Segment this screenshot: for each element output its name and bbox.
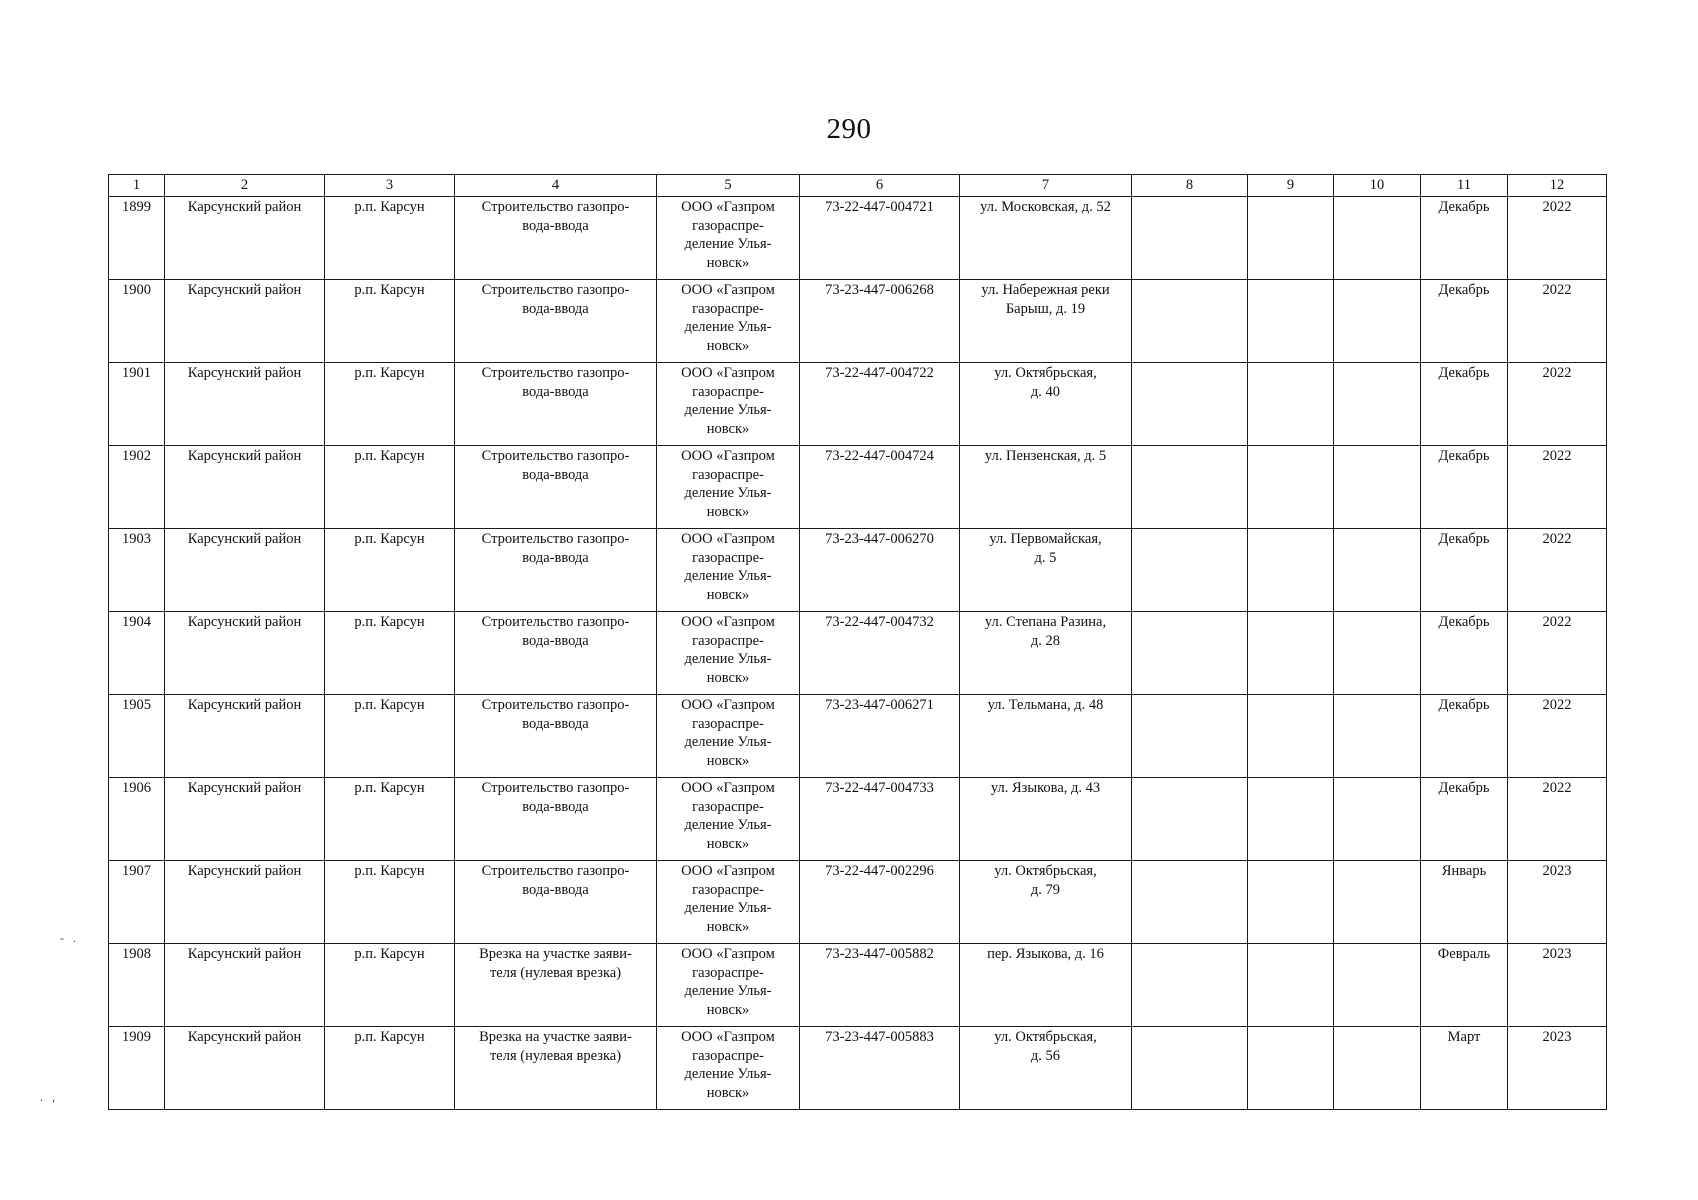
address-cell: ул. Пензенская, д. 5 xyxy=(960,446,1132,529)
work-type-cell: Строительство газопро- вода-ввода xyxy=(455,778,657,861)
column-8-cell xyxy=(1132,695,1248,778)
column-10-cell xyxy=(1334,363,1421,446)
address-cell: ул. Октябрьская, д. 56 xyxy=(960,1027,1132,1110)
settlement-cell: р.п. Карсун xyxy=(325,778,455,861)
table-row xyxy=(109,197,1607,280)
district-cell: Карсунский район xyxy=(165,861,325,944)
year-cell: 2022 xyxy=(1508,280,1607,363)
table-row xyxy=(109,778,1607,861)
district-cell: Карсунский район xyxy=(165,1027,325,1110)
organization-cell: ООО «Газпром газораспре- деление Улья- новск» xyxy=(657,1027,800,1110)
work-type-cell: Врезка на участке заяви- теля (нулевая врезка) xyxy=(455,944,657,1027)
column-9-cell xyxy=(1248,363,1334,446)
settlement-cell: р.п. Карсун xyxy=(325,861,455,944)
table-row xyxy=(109,1027,1607,1110)
address-cell: ул. Октябрьская, д. 40 xyxy=(960,363,1132,446)
year-cell: 2022 xyxy=(1508,446,1607,529)
address-cell: ул. Московская, д. 52 xyxy=(960,197,1132,280)
month-cell: Декабрь xyxy=(1421,695,1508,778)
district-cell: Карсунский район xyxy=(165,695,325,778)
column-number: 2 xyxy=(165,175,325,197)
column-8-cell xyxy=(1132,446,1248,529)
address-cell: ул. Тельмана, д. 48 xyxy=(960,695,1132,778)
organization-cell: ООО «Газпром газораспре- деление Улья- новск» xyxy=(657,612,800,695)
year-cell: 2023 xyxy=(1508,1027,1607,1110)
table-row xyxy=(109,280,1607,363)
table-row xyxy=(109,944,1607,1027)
column-9-cell xyxy=(1248,1027,1334,1110)
district-cell: Карсунский район xyxy=(165,197,325,280)
month-cell: Декабрь xyxy=(1421,612,1508,695)
work-type-cell: Строительство газопро- вода-ввода xyxy=(455,695,657,778)
settlement-cell: р.п. Карсун xyxy=(325,197,455,280)
row-number-cell: 1903 xyxy=(109,529,165,612)
year-cell: 2022 xyxy=(1508,695,1607,778)
month-cell: Декабрь xyxy=(1421,529,1508,612)
work-type-cell: Строительство газопро- вода-ввода xyxy=(455,363,657,446)
year-cell: 2022 xyxy=(1508,363,1607,446)
settlement-cell: р.п. Карсун xyxy=(325,446,455,529)
scan-mark: . , xyxy=(40,1090,55,1104)
column-9-cell xyxy=(1248,197,1334,280)
row-number-cell: 1906 xyxy=(109,778,165,861)
column-9-cell xyxy=(1248,446,1334,529)
column-number: 9 xyxy=(1248,175,1334,197)
work-type-cell: Строительство газопро- вода-ввода xyxy=(455,861,657,944)
table-body xyxy=(109,197,1607,1110)
cadastral-number-cell: 73-23-447-005882 xyxy=(800,944,960,1027)
column-9-cell xyxy=(1248,778,1334,861)
organization-cell: ООО «Газпром газораспре- деление Улья- новск» xyxy=(657,446,800,529)
cadastral-number-cell: 73-22-447-004732 xyxy=(800,612,960,695)
organization-cell: ООО «Газпром газораспре- деление Улья- новск» xyxy=(657,363,800,446)
column-8-cell xyxy=(1132,1027,1248,1110)
district-cell: Карсунский район xyxy=(165,280,325,363)
column-10-cell xyxy=(1334,1027,1421,1110)
table-row xyxy=(109,529,1607,612)
cadastral-number-cell: 73-22-447-004722 xyxy=(800,363,960,446)
column-10-cell xyxy=(1334,861,1421,944)
column-9-cell xyxy=(1248,529,1334,612)
settlement-cell: р.п. Карсун xyxy=(325,1027,455,1110)
row-number-cell: 1901 xyxy=(109,363,165,446)
district-cell: Карсунский район xyxy=(165,944,325,1027)
year-cell: 2023 xyxy=(1508,861,1607,944)
row-number-cell: 1908 xyxy=(109,944,165,1027)
organization-cell: ООО «Газпром газораспре- деление Улья- новск» xyxy=(657,861,800,944)
column-number: 6 xyxy=(800,175,960,197)
column-number: 1 xyxy=(109,175,165,197)
column-9-cell xyxy=(1248,861,1334,944)
cadastral-number-cell: 73-23-447-006270 xyxy=(800,529,960,612)
month-cell: Декабрь xyxy=(1421,446,1508,529)
column-number-row xyxy=(109,175,1607,197)
month-cell: Январь xyxy=(1421,861,1508,944)
month-cell: Декабрь xyxy=(1421,363,1508,446)
table-row xyxy=(109,861,1607,944)
address-cell: ул. Первомайская, д. 5 xyxy=(960,529,1132,612)
settlement-cell: р.п. Карсун xyxy=(325,612,455,695)
work-type-cell: Строительство газопро- вода-ввода xyxy=(455,612,657,695)
district-cell: Карсунский район xyxy=(165,778,325,861)
column-9-cell xyxy=(1248,695,1334,778)
address-cell: ул. Языкова, д. 43 xyxy=(960,778,1132,861)
column-8-cell xyxy=(1132,280,1248,363)
column-8-cell xyxy=(1132,944,1248,1027)
cadastral-number-cell: 73-22-447-004733 xyxy=(800,778,960,861)
organization-cell: ООО «Газпром газораспре- деление Улья- новск» xyxy=(657,280,800,363)
column-10-cell xyxy=(1334,280,1421,363)
column-number: 4 xyxy=(455,175,657,197)
table-row xyxy=(109,363,1607,446)
settlement-cell: р.п. Карсун xyxy=(325,695,455,778)
cadastral-number-cell: 73-22-447-002296 xyxy=(800,861,960,944)
column-9-cell xyxy=(1248,280,1334,363)
column-8-cell xyxy=(1132,861,1248,944)
work-type-cell: Строительство газопро- вода-ввода xyxy=(455,446,657,529)
column-number: 8 xyxy=(1132,175,1248,197)
column-number: 7 xyxy=(960,175,1132,197)
row-number-cell: 1899 xyxy=(109,197,165,280)
organization-cell: ООО «Газпром газораспре- деление Улья- новск» xyxy=(657,944,800,1027)
work-type-cell: Строительство газопро- вода-ввода xyxy=(455,197,657,280)
month-cell: Декабрь xyxy=(1421,197,1508,280)
row-number-cell: 1907 xyxy=(109,861,165,944)
settlement-cell: р.п. Карсун xyxy=(325,280,455,363)
column-10-cell xyxy=(1334,695,1421,778)
work-type-cell: Строительство газопро- вода-ввода xyxy=(455,529,657,612)
address-cell: ул. Набережная реки Барыш, д. 19 xyxy=(960,280,1132,363)
district-cell: Карсунский район xyxy=(165,529,325,612)
registry-table xyxy=(108,174,1607,1110)
year-cell: 2022 xyxy=(1508,612,1607,695)
year-cell: 2022 xyxy=(1508,529,1607,612)
cadastral-number-cell: 73-23-447-006268 xyxy=(800,280,960,363)
organization-cell: ООО «Газпром газораспре- деление Улья- новск» xyxy=(657,778,800,861)
organization-cell: ООО «Газпром газораспре- деление Улья- новск» xyxy=(657,197,800,280)
column-10-cell xyxy=(1334,197,1421,280)
column-10-cell xyxy=(1334,529,1421,612)
scan-mark: - . xyxy=(60,931,76,945)
column-9-cell xyxy=(1248,944,1334,1027)
row-number-cell: 1904 xyxy=(109,612,165,695)
month-cell: Февраль xyxy=(1421,944,1508,1027)
column-10-cell xyxy=(1334,778,1421,861)
cadastral-number-cell: 73-23-447-006271 xyxy=(800,695,960,778)
address-cell: ул. Степана Разина, д. 28 xyxy=(960,612,1132,695)
district-cell: Карсунский район xyxy=(165,612,325,695)
column-number: 12 xyxy=(1508,175,1607,197)
cadastral-number-cell: 73-23-447-005883 xyxy=(800,1027,960,1110)
table-row xyxy=(109,695,1607,778)
row-number-cell: 1900 xyxy=(109,280,165,363)
table-row xyxy=(109,612,1607,695)
column-10-cell xyxy=(1334,612,1421,695)
cadastral-number-cell: 73-22-447-004721 xyxy=(800,197,960,280)
cadastral-number-cell: 73-22-447-004724 xyxy=(800,446,960,529)
month-cell: Декабрь xyxy=(1421,778,1508,861)
organization-cell: ООО «Газпром газораспре- деление Улья- новск» xyxy=(657,695,800,778)
column-9-cell xyxy=(1248,612,1334,695)
work-type-cell: Строительство газопро- вода-ввода xyxy=(455,280,657,363)
month-cell: Декабрь xyxy=(1421,280,1508,363)
column-number: 11 xyxy=(1421,175,1508,197)
row-number-cell: 1905 xyxy=(109,695,165,778)
row-number-cell: 1909 xyxy=(109,1027,165,1110)
column-8-cell xyxy=(1132,197,1248,280)
year-cell: 2023 xyxy=(1508,944,1607,1027)
page-number: 290 xyxy=(826,113,872,145)
column-number: 3 xyxy=(325,175,455,197)
settlement-cell: р.п. Карсун xyxy=(325,363,455,446)
column-10-cell xyxy=(1334,944,1421,1027)
month-cell: Март xyxy=(1421,1027,1508,1110)
row-number-cell: 1902 xyxy=(109,446,165,529)
settlement-cell: р.п. Карсун xyxy=(325,944,455,1027)
work-type-cell: Врезка на участке заяви- теля (нулевая врезка) xyxy=(455,1027,657,1110)
column-10-cell xyxy=(1334,446,1421,529)
district-cell: Карсунский район xyxy=(165,363,325,446)
district-cell: Карсунский район xyxy=(165,446,325,529)
column-8-cell xyxy=(1132,363,1248,446)
address-cell: ул. Октябрьская, д. 79 xyxy=(960,861,1132,944)
year-cell: 2022 xyxy=(1508,778,1607,861)
column-8-cell xyxy=(1132,778,1248,861)
column-number: 5 xyxy=(657,175,800,197)
column-8-cell xyxy=(1132,529,1248,612)
settlement-cell: р.п. Карсун xyxy=(325,529,455,612)
organization-cell: ООО «Газпром газораспре- деление Улья- новск» xyxy=(657,529,800,612)
column-number: 10 xyxy=(1334,175,1421,197)
table-row xyxy=(109,446,1607,529)
column-8-cell xyxy=(1132,612,1248,695)
address-cell: пер. Языкова, д. 16 xyxy=(960,944,1132,1027)
year-cell: 2022 xyxy=(1508,197,1607,280)
